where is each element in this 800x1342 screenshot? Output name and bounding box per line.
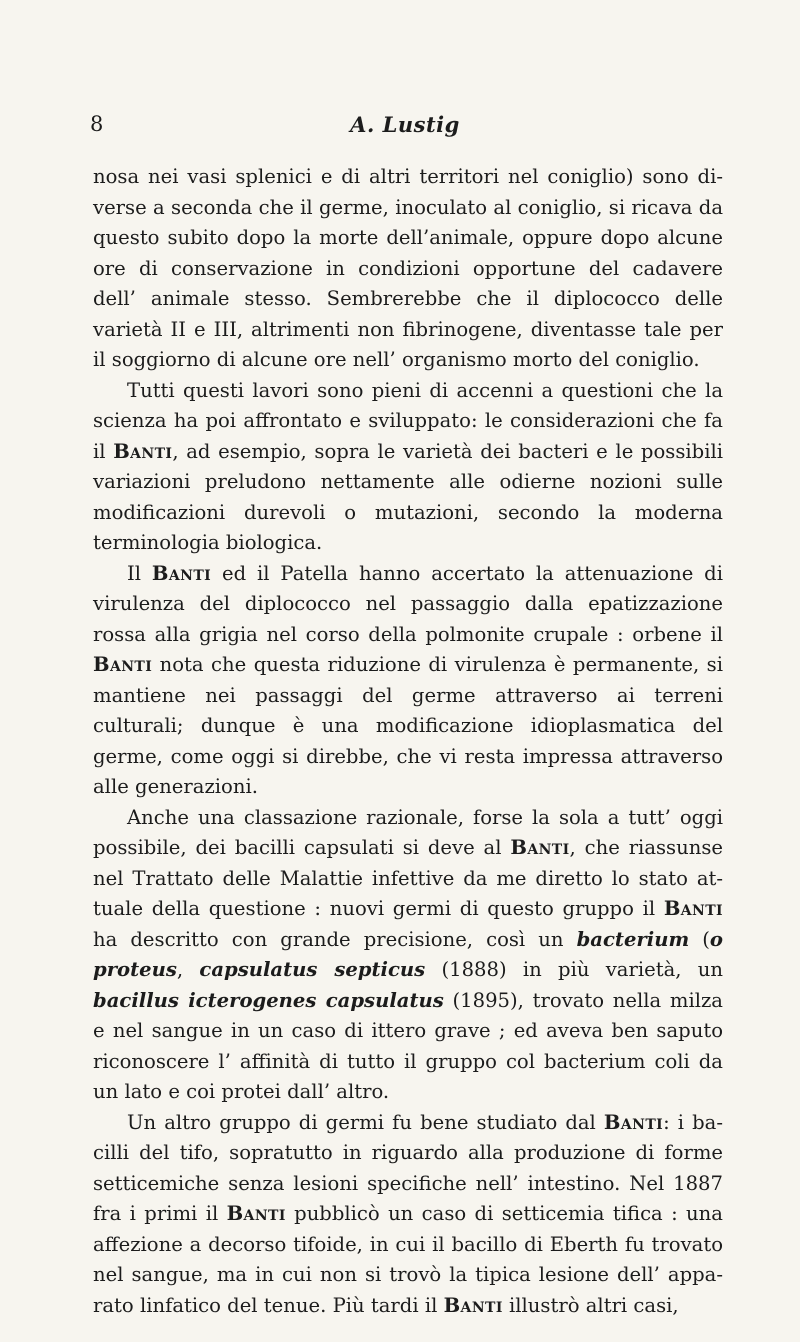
author-name: Banti [226, 1202, 286, 1225]
author-name: Banti [603, 1110, 664, 1134]
text-run: (1888) in più varietà, un [425, 958, 723, 981]
paragraph [93, 376, 723, 559]
text-run: : i bacilli del tifo, sopratutto in riguardo alla produzione di forme setticemiche senza lesioni specifiche nell’ intestino. Nel 1887 fra i primi il [93, 1110, 723, 1225]
text-run: , ad esempio, sopra le varietà dei bacteri e le possibili variazioni preludono nettamente alle odierne nozioni sulle modificazioni durevoli o mutazioni, secondo la moderna terminologia biologica. [93, 439, 723, 554]
text-run: nosa nei vasi splenici e di altri territori nel coniglio) sono diverse a seconda che il germe, inoculato al coniglio, si ricava da questo subito dopo la morte dell’animale, oppure dopo alcune ore di conservazione in condizioni opportune del cadavere dell’ animale stesso. Sembrerebbe che il diplococco delle varietà II e III, altrimenti non fibrinogene, diventasse tale per il soggiorno di alcune ore nell’ organismo morto del coniglio. [93, 165, 723, 371]
text-run: nota che questa riduzione di virulenza è permanente, si mantiene nei passaggi del germe attraverso ai terreni culturali; dunque è una modificazione idioplasmatica del germe, come oggi si direbbe, che vi resta impressa attraverso alle generazioni. [93, 653, 723, 798]
author-name: Banti [663, 897, 723, 920]
text-run: ( [689, 927, 710, 951]
text-run: Un altro gruppo di germi fu bene studiato dal [127, 1110, 604, 1134]
paragraph [93, 559, 723, 803]
text-run: Anche una classazione razionale, forse la sola a tutt’ oggi possibile, dei bacilli capsulati si deve al [93, 805, 723, 859]
page-number: 8 [90, 112, 104, 136]
running-head: A. Lustig [350, 112, 460, 137]
author-name: Banti [510, 836, 570, 859]
taxon-name: bacillus icterogenes capsulatus [93, 988, 444, 1012]
paragraph [93, 803, 723, 1108]
paragraph [93, 162, 723, 376]
taxon-name: capsulatus septicus [199, 958, 426, 981]
paragraph [93, 1108, 723, 1322]
author-name: Banti [113, 439, 173, 463]
text-run: Il [127, 561, 152, 585]
author-name: Banti [443, 1293, 503, 1317]
body-text [93, 162, 723, 1321]
text-run: , [176, 958, 200, 981]
author-name: Banti [93, 653, 153, 676]
text-run: , che riassunse nel Trattato delle Malattie infettive da me diretto lo stato attuale della questione : nuovi germi di questo gruppo il [93, 836, 724, 920]
text-run: illustrò altri casi, [502, 1293, 679, 1317]
text-run: ed il Patella hanno accertato la attenuazione di virulenza del diplococco nel passaggio dalla epatizzazione rossa alla grigia nel corso della polmonite crupale : orbene il [93, 561, 723, 646]
taxon-name: bacterium [576, 927, 690, 951]
taxon-name: o proteus [93, 927, 723, 981]
text-run: ha descritto con grande precisione, così un [93, 927, 577, 951]
text-run: pubblicò un caso di setticemia tifica : una affezione a decorso tifoide, in cui il bacillo di Eberth fu trovato nel sangue, ma in cui non si trovò la tipica lesione dell’ apparato linfatico del tenue. Più tardi il [93, 1202, 723, 1317]
text-run: (1895), trovato nella milza e nel sangue in un caso di ittero grave ; ed aveva ben saputo riconoscere l’ affinità di tutto il gruppo col bacterium coli da un lato e coi protei dall’ altro. [93, 988, 723, 1103]
author-name: Banti [151, 561, 212, 585]
page-header [90, 112, 720, 142]
text-run: Tutti questi lavori sono pieni di accenni a questioni che la scienza ha poi affrontato e sviluppato: le considerazioni che fa il [93, 378, 723, 463]
